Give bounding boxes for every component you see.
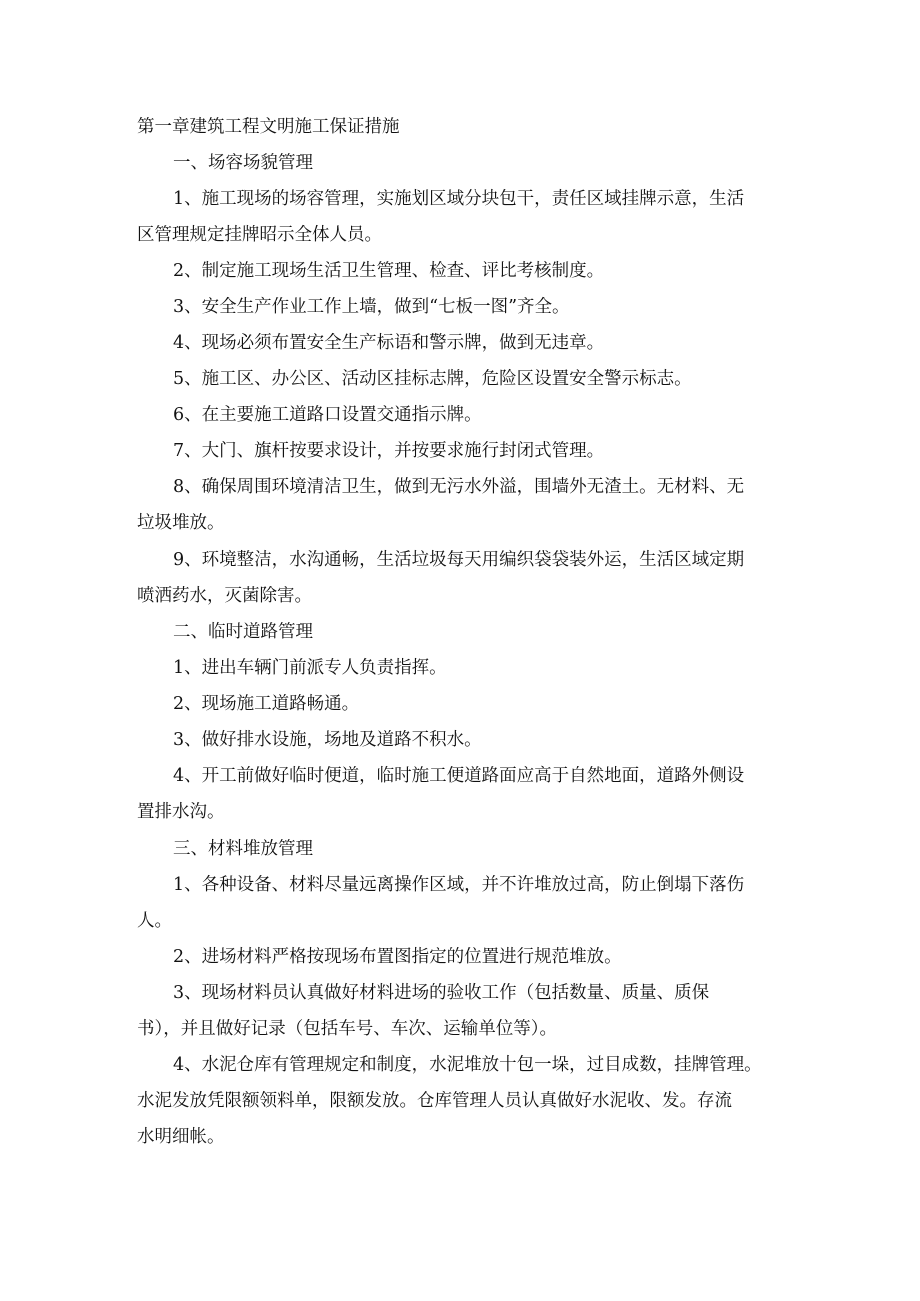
paragraph-line: 1、各种设备、材料尽量远离操作区域，并不许堆放过高，防止倒塌下落伤: [173, 875, 745, 895]
paragraph-line: 2、制定施工现场生活卫生管理、检查、评比考核制度。: [173, 261, 605, 281]
paragraph-line: 水明细帐。: [137, 1127, 225, 1147]
paragraph-line: 3、做好排水设施，场地及道路不积水。: [173, 730, 482, 750]
paragraph-line: 9、环境整洁，水沟通畅，生活垃圾每天用编织袋袋装外运，生活区域定期: [173, 550, 745, 570]
section-heading: 三、材料堆放管理: [173, 839, 313, 859]
paragraph-line: 人。: [137, 911, 172, 931]
paragraph-line: 4、水泥仓库有管理规定和制度，水泥堆放十包一垛，过目成数，挂牌管理。: [173, 1055, 762, 1075]
paragraph-line: 7、大门、旗杆按要求设计，并按要求施行封闭式管理。: [173, 441, 605, 461]
paragraph-line: 水泥发放凭限额领料单，限额发放。仓库管理人员认真做好水泥收、发。存流: [137, 1091, 732, 1111]
paragraph-line: 8、确保周围环境清洁卫生，做到无污水外溢，围墙外无渣土。无材料、无: [173, 477, 745, 497]
paragraph-line: 区管理规定挂牌昭示全体人员。: [137, 225, 382, 245]
paragraph-line: 喷洒药水，灭菌除害。: [137, 586, 312, 606]
document-title: 第一章建筑工程文明施工保证措施: [137, 117, 400, 137]
paragraph-line: 4、现场必须布置安全生产标语和警示牌，做到无违章。: [173, 333, 605, 353]
paragraph-line: 2、进场材料严格按现场布置图指定的位置进行规范堆放。: [173, 947, 622, 967]
paragraph-line: 书），并且做好记录（包括车号、车次、运输单位等）。: [137, 1019, 557, 1039]
paragraph-line: 6、在主要施工道路口设置交通指示牌。: [173, 405, 482, 425]
paragraph-line: 1、施工现场的场容管理，实施划区域分块包干，责任区域挂牌示意，生活: [173, 189, 745, 209]
paragraph-line: 5、施工区、办公区、活动区挂标志牌，危险区设置安全警示标志。: [173, 369, 692, 389]
section-heading: 一、场容场貌管理: [173, 153, 313, 173]
paragraph-line: 1、进出车辆门前派专人负责指挥。: [173, 658, 447, 678]
paragraph-line: 3、现场材料员认真做好材料进场的验收工作（包括数量、质量、质保: [173, 983, 710, 1003]
paragraph-line: 垃圾堆放。: [137, 513, 225, 533]
section-heading: 二、临时道路管理: [173, 622, 313, 642]
paragraph-line: 3、安全生产作业工作上墙，做到“七板一图”齐全。: [173, 297, 570, 317]
paragraph-line: 4、开工前做好临时便道，临时施工便道路面应高于自然地面，道路外侧设: [173, 766, 745, 786]
paragraph-line: 2、现场施工道路畅通。: [173, 694, 360, 714]
paragraph-line: 置排水沟。: [137, 802, 225, 822]
